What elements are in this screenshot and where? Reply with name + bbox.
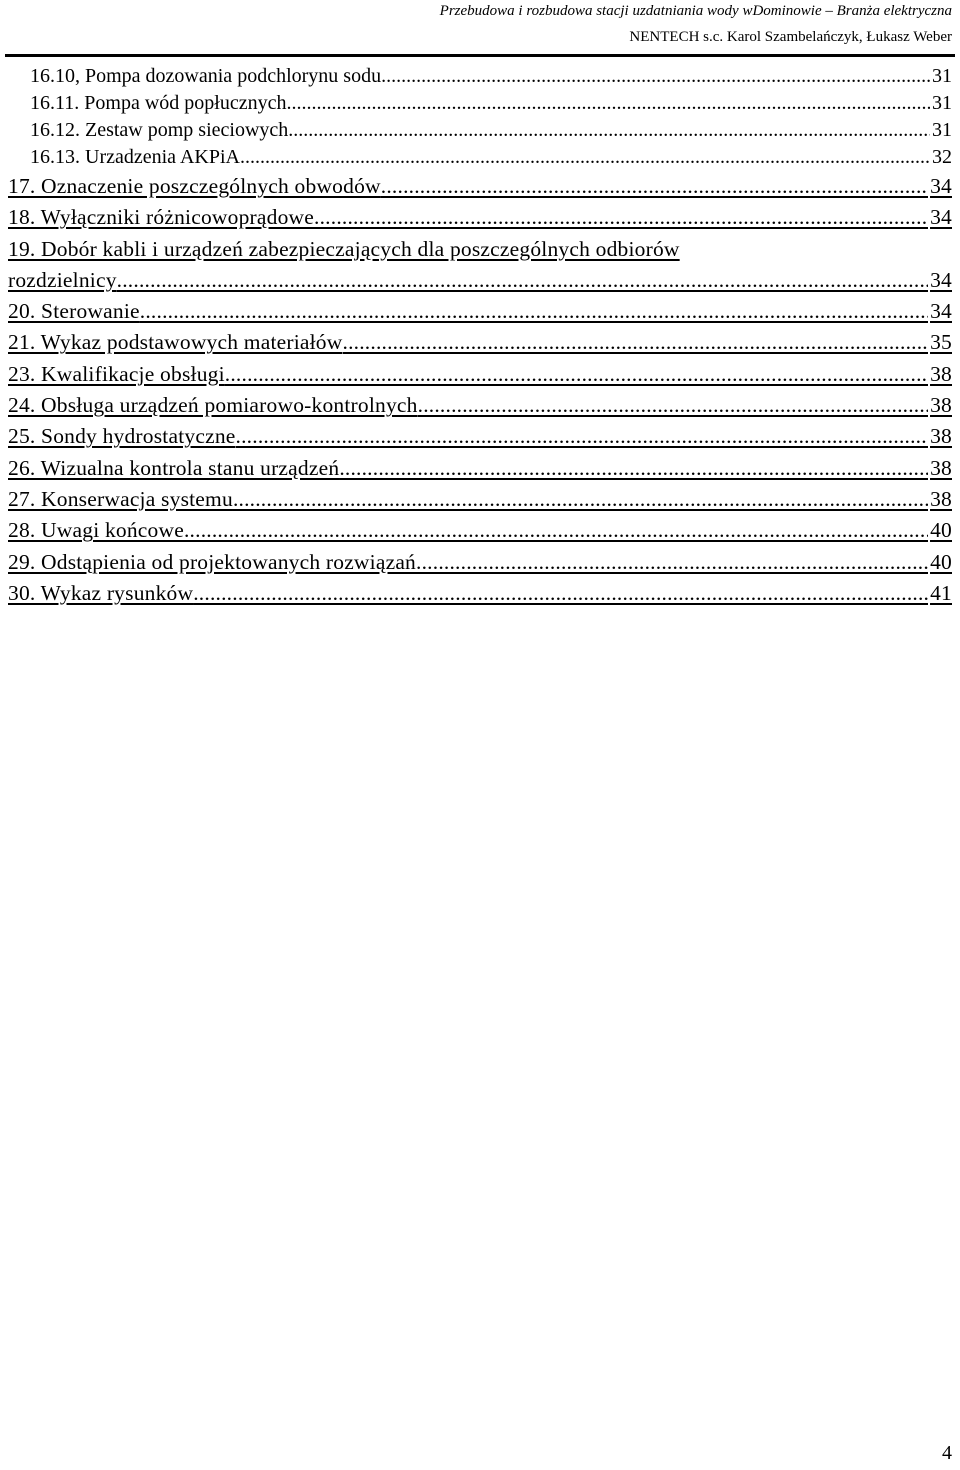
toc-leader-dots: [288, 117, 930, 144]
toc-leader-dots: [140, 296, 928, 327]
toc-entry-text: 29. Odstąpienia od projektowanych rozwiązań: [8, 549, 417, 574]
toc-entry-16-11[interactable]: [8, 90, 952, 117]
toc-entry-17[interactable]: [8, 171, 952, 202]
toc-entry-text: 18. Wyłączniki różnicowoprądowe: [8, 205, 315, 230]
toc-entry-24[interactable]: [8, 390, 952, 421]
toc-entry-text: 27. Konserwacja systemu: [8, 486, 233, 511]
toc-entry-21[interactable]: [8, 327, 952, 358]
toc-entry-27[interactable]: [8, 484, 952, 515]
toc-entry-page: 40: [930, 549, 952, 574]
toc-entry-page: 31: [932, 65, 952, 87]
document-title: Przebudowa i rozbudowa stacji uzdatniania wody wDominowie – Branża elektryczna: [439, 3, 952, 19]
toc-leader-dots: [381, 171, 928, 202]
toc-entry-page: 38: [930, 424, 952, 449]
toc-entry-30[interactable]: [8, 578, 952, 609]
toc-entry-page: 38: [930, 486, 952, 511]
toc-entry-16-12[interactable]: [8, 117, 952, 144]
toc-entry-text: 16.11. Pompa wód popłucznych: [30, 92, 287, 114]
toc-entry-text: 16.12. Zestaw pomp sieciowych: [30, 119, 289, 141]
toc-leader-dots: [236, 421, 929, 452]
toc-entry-16-13[interactable]: [8, 144, 952, 171]
toc-entry-23[interactable]: [8, 359, 952, 390]
toc-entry-page: 31: [932, 92, 952, 114]
toc-entry-page: 38: [930, 393, 952, 418]
toc-leader-dots: [314, 202, 928, 233]
toc-leader-dots: [193, 578, 928, 609]
toc-entry-page: 35: [930, 330, 952, 355]
toc-entry-text: rozdzielnicy: [8, 267, 117, 292]
toc-entry-page: 34: [930, 205, 952, 230]
page-number: 4: [942, 1442, 952, 1464]
toc-entry-text: 26. Wizualna kontrola stanu urządzeń: [8, 455, 340, 480]
toc-entry-page: 40: [930, 518, 952, 543]
toc-leader-dots: [339, 453, 928, 484]
toc-entry-page: 34: [930, 174, 952, 198]
toc-entry-page: 38: [930, 455, 952, 480]
toc-entry-page: 38: [930, 361, 952, 386]
toc-entry-page: 41: [930, 580, 952, 605]
toc-entry-29[interactable]: [8, 547, 952, 578]
toc-entry-19[interactable]: [8, 265, 952, 296]
toc-leader-dots: [240, 144, 930, 171]
toc-entry-text: 16.10, Pompa dozowania podchlorynu sodu: [30, 65, 382, 87]
toc-entry-26[interactable]: [8, 453, 952, 484]
toc-entry-text: 28. Uwagi końcowe: [8, 518, 184, 543]
toc-entry-page: 31: [932, 119, 952, 141]
toc-leader-dots: [418, 390, 928, 421]
toc-leader-dots: [117, 265, 928, 296]
toc-entry-16-10[interactable]: [8, 63, 952, 90]
toc-entry-text: 23. Kwalifikacje obsługi: [8, 361, 225, 386]
toc-entry-20[interactable]: [8, 296, 952, 327]
toc-entry-25[interactable]: [8, 421, 952, 452]
toc-entry-text: 20. Sterowanie: [8, 299, 140, 324]
toc-entry-page: 32: [932, 146, 952, 168]
toc-entry-19-line1[interactable]: 19. Dobór kabli i urządzeń zabezpieczających dla poszczególnych odbiorów: [8, 236, 680, 261]
toc-leader-dots: [416, 547, 928, 578]
toc-leader-dots: [184, 515, 928, 546]
toc-entry-18[interactable]: [8, 202, 952, 233]
toc-leader-dots: [225, 359, 928, 390]
header-divider: [5, 54, 955, 57]
toc-entry-28[interactable]: [8, 515, 952, 546]
toc-entry-text: 21. Wykaz podstawowych materiałów: [8, 330, 343, 355]
toc-leader-dots: [286, 90, 930, 117]
toc-entry-text: 30. Wykaz rysunków: [8, 580, 194, 605]
toc-entry-text: 17. Oznaczenie poszczególnych obwodów: [8, 174, 381, 198]
toc-leader-dots: [233, 484, 928, 515]
table-of-contents: [8, 63, 952, 609]
company-name: NENTECH s.c. Karol Szambelańczyk, Łukasz Weber: [629, 29, 952, 45]
toc-entry-text: 16.13. Urzadzenia AKPiA: [30, 146, 240, 168]
toc-leader-dots: [381, 63, 930, 90]
toc-entry-page: 34: [930, 299, 952, 324]
toc-entry-text: 24. Obsługa urządzeń pomiarowo-kontrolnych: [8, 393, 418, 418]
toc-leader-dots: [343, 327, 929, 358]
page-header: [440, 0, 952, 46]
toc-entry-text: 25. Sondy hydrostatyczne: [8, 424, 236, 449]
toc-entry-page: 34: [930, 267, 952, 292]
